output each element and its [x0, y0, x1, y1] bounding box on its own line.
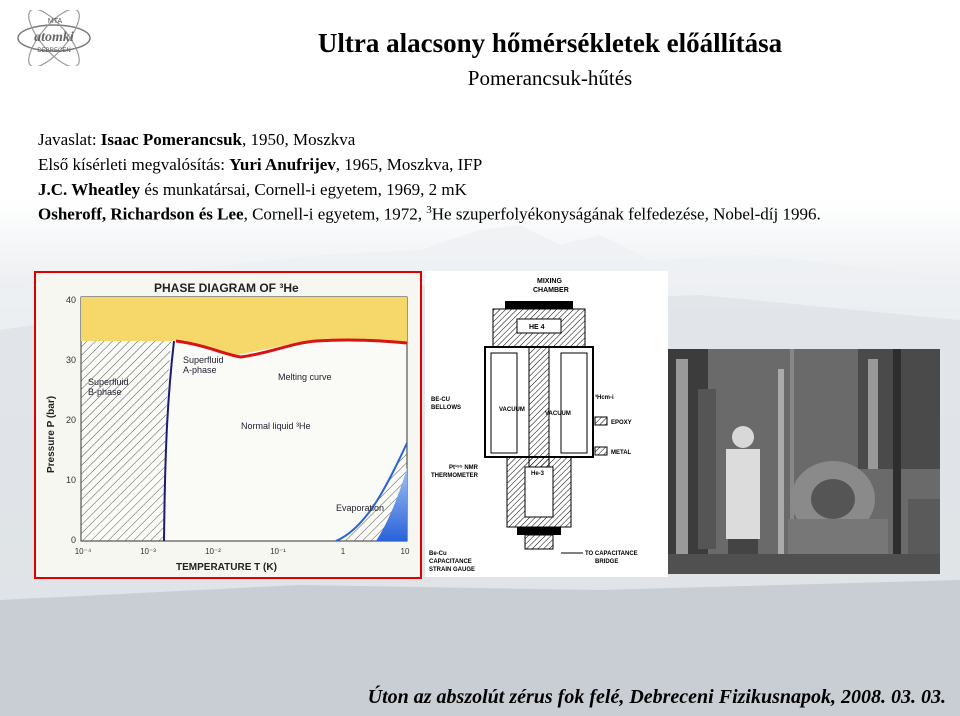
top-flange — [505, 301, 573, 309]
l2-name: Yuri Anufrijev — [229, 155, 336, 174]
label-pt-nmr: Pt¹⁹⁵ NMR — [449, 465, 478, 471]
label-normal-liquid: Normal liquid ³He — [241, 421, 311, 431]
label-vacuum-left: VACUUM — [499, 407, 525, 413]
label-bellows: BELLOWS — [431, 405, 461, 411]
l4-name: Osheroff, Richardson és Lee — [38, 204, 244, 224]
xtick-1e-4: 10⁻⁴ — [74, 547, 92, 556]
ytick-10: 10 — [65, 475, 76, 485]
line-first-realization — [38, 155, 482, 175]
l4-sup: 3 — [426, 204, 432, 216]
phase-xlabel: TEMPERATURE T (K) — [176, 562, 277, 573]
l1-prefix: Javaslat: — [38, 130, 101, 149]
lab-photo — [668, 349, 940, 574]
l1-rest: , 1950, Moszkva — [242, 130, 356, 149]
label-capacitance: CAPACITANCE — [429, 559, 472, 565]
b-phase-region — [81, 341, 171, 541]
footer: Úton az abszolút zérus fok felé, Debreceni Fizikusnapok, 2008. 03. 03. — [367, 686, 946, 708]
label-epoxy: EPOXY — [611, 420, 632, 426]
cell-schematic — [425, 271, 668, 577]
atomki-logo — [14, 10, 94, 66]
l4-rest-b: He szuperfolyékonyságának felfedezése, Nobel-díj 1996. — [431, 204, 821, 224]
phase-title: PHASE DIAGRAM OF ³He — [154, 281, 299, 295]
ytick-40: 40 — [65, 295, 76, 305]
xtick-10: 10 — [400, 547, 410, 556]
label-superfluid-b: Superfluid — [88, 377, 129, 387]
line-proposal — [38, 130, 355, 150]
ytick-0: 0 — [70, 535, 76, 545]
ytick-20: 20 — [65, 415, 76, 425]
gauge-plate — [517, 527, 561, 535]
label-superfluid-a: Superfluid — [183, 355, 224, 365]
xtick-1e-3: 10⁻³ — [140, 547, 156, 556]
label-bridge: BRIDGE — [595, 559, 619, 565]
label-to-capacitance: TO CAPACITANCE — [585, 551, 638, 557]
line-osheroff — [38, 204, 821, 225]
bottom-block — [525, 535, 553, 549]
label-melting-curve: Melting curve — [278, 372, 332, 382]
label-thermometer: THERMOMETER — [431, 473, 478, 479]
ytick-30: 30 — [65, 355, 76, 365]
xtick-1: 1 — [340, 547, 346, 556]
l2-rest: , 1965, Moszkva, IFP — [335, 155, 483, 174]
l3-name: J.C. Wheatley — [38, 180, 141, 199]
phase-ylabel: Pressure P (bar) — [46, 395, 57, 473]
xtick-1e-2: 10⁻² — [205, 547, 221, 556]
phase-diagram — [34, 271, 422, 579]
l3-rest: és munkatársai, Cornell-i egyetem, 1969, 2 mK — [140, 180, 467, 199]
xtick-1e-1: 10⁻¹ — [270, 547, 286, 556]
label-vacuum-right: VACUUM — [545, 411, 571, 417]
label-chamber: CHAMBER — [533, 287, 569, 294]
l4-rest-a: , Cornell-i egyetem, 1972, — [243, 204, 427, 224]
legend-metal-swatch — [595, 447, 607, 455]
slide-subtitle: Pomerancsuk-hűtés — [467, 66, 633, 90]
label-metal: METAL — [611, 450, 632, 456]
legend-epoxy-swatch — [595, 417, 607, 425]
slide-title: Ultra alacsony hőmérsékletek előállítása — [317, 28, 783, 58]
line-wheatley — [38, 180, 467, 200]
label-evaporation: Evaporation — [336, 503, 385, 513]
logo-mta: MTA — [47, 18, 63, 25]
label-he3cm: ³Hcm-i — [595, 395, 614, 401]
logo-debrecen: DEBRECEN — [37, 48, 71, 54]
label-strain-gauge: STRAIN GAUGE — [429, 567, 476, 573]
label-mixing: MIXING — [537, 278, 562, 285]
label-he3: He-3 — [531, 471, 545, 477]
label-becu: BE-CU — [431, 397, 450, 403]
label-a-phase: A-phase — [183, 365, 217, 375]
label-he4: HE 4 — [529, 324, 545, 331]
logo-atomki: atomki — [34, 30, 74, 45]
label-b-phase: B-phase — [88, 387, 122, 397]
label-becu-2: Be-Cu — [429, 551, 447, 557]
l1-name: Isaac Pomerancsuk — [100, 130, 242, 149]
l2-prefix: Első kísérleti megvalósítás: — [38, 155, 230, 174]
